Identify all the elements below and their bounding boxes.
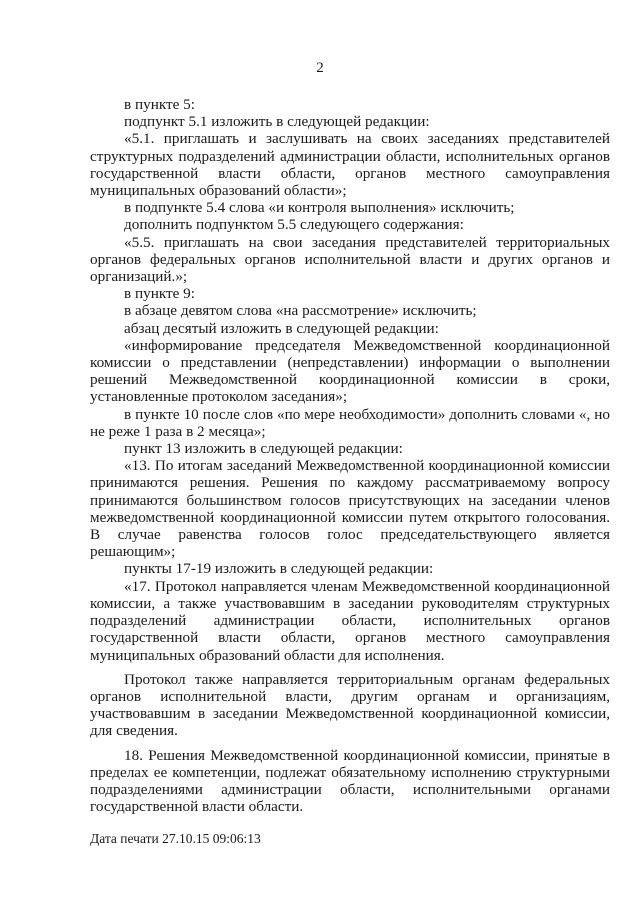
paragraph: абзац десятый изложить в следующей редакции:: [124, 319, 439, 337]
paragraph: пункт 13 изложить в следующей редакции:: [124, 440, 403, 458]
paragraph: Протокол также направляется территориальным органам федеральных органов исполнительной власти, другим органам и организациям, участвовавшим в заседании Межведомственной координационной комиссии, для сведения.: [90, 670, 610, 740]
paragraph: «информирование председателя Межведомственной координационной комиссии о представлении (непредставлении) информации о выполнении решений Межведомственной координационной комиссии в сроки, установленные протоколом заседания»;: [90, 336, 610, 406]
paragraph: в пункте 10 после слов «по мере необходимости» дополнить словами «, но не реже 1 раза в 2 месяца»;: [90, 405, 610, 440]
page-number: 2: [316, 60, 324, 76]
paragraph: «13. По итогам заседаний Межведомственной координационной комиссии принимаются решения. Решения по каждому рассматриваемому вопросу принимаются большинством голосов присутствующих на заседании членов межведомственной координационной комиссии путем открытого голосования. В случае равенства голосов голос председательствующего является решающим»;: [90, 457, 610, 561]
paragraph: «17. Протокол направляется членам Межведомственной координационной комиссии, а также участвовавшим в заседании руководителям структурных подразделений администрации области, исполнительных органов государственной власти области, органов местного самоуправления муниципальных образований области для исполнения.: [90, 577, 610, 664]
paragraph: подпункт 5.1 изложить в следующей редакции:: [124, 113, 430, 131]
paragraph: пункты 17-19 изложить в следующей редакции:: [124, 560, 434, 578]
paragraph: «5.5. приглашать на свои заседания представителей территориальных органов федеральных органов исполнительной власти и других органов и организаций.»;: [90, 233, 610, 286]
paragraph: в подпункте 5.4 слова «и контроля выполнения» исключить;: [124, 199, 515, 217]
paragraph: «5.1. приглашать и заслушивать на своих заседаниях представителей структурных подразделений администрации области, исполнительных органов государственной власти области, органов местного самоуправления муниципальных образований области»;: [90, 130, 610, 200]
paragraph: дополнить подпунктом 5.5 следующего содержания:: [124, 216, 464, 234]
paragraph: в абзаце девятом слова «на рассмотрение» исключить;: [124, 302, 477, 320]
document-body: [90, 96, 610, 815]
paragraph: 18. Решения Межведомственной координационной комиссии, принятые в пределах ее компетенции, подлежат обязательному исполнению структурными подразделениями администрации области, исполнительными органами государственной власти области.: [90, 746, 610, 816]
paragraph: в пункте 5:: [124, 96, 195, 113]
paragraph: в пункте 9:: [124, 285, 195, 303]
print-date-footer: Дата печати 27.10.15 09:06:13: [90, 831, 261, 846]
